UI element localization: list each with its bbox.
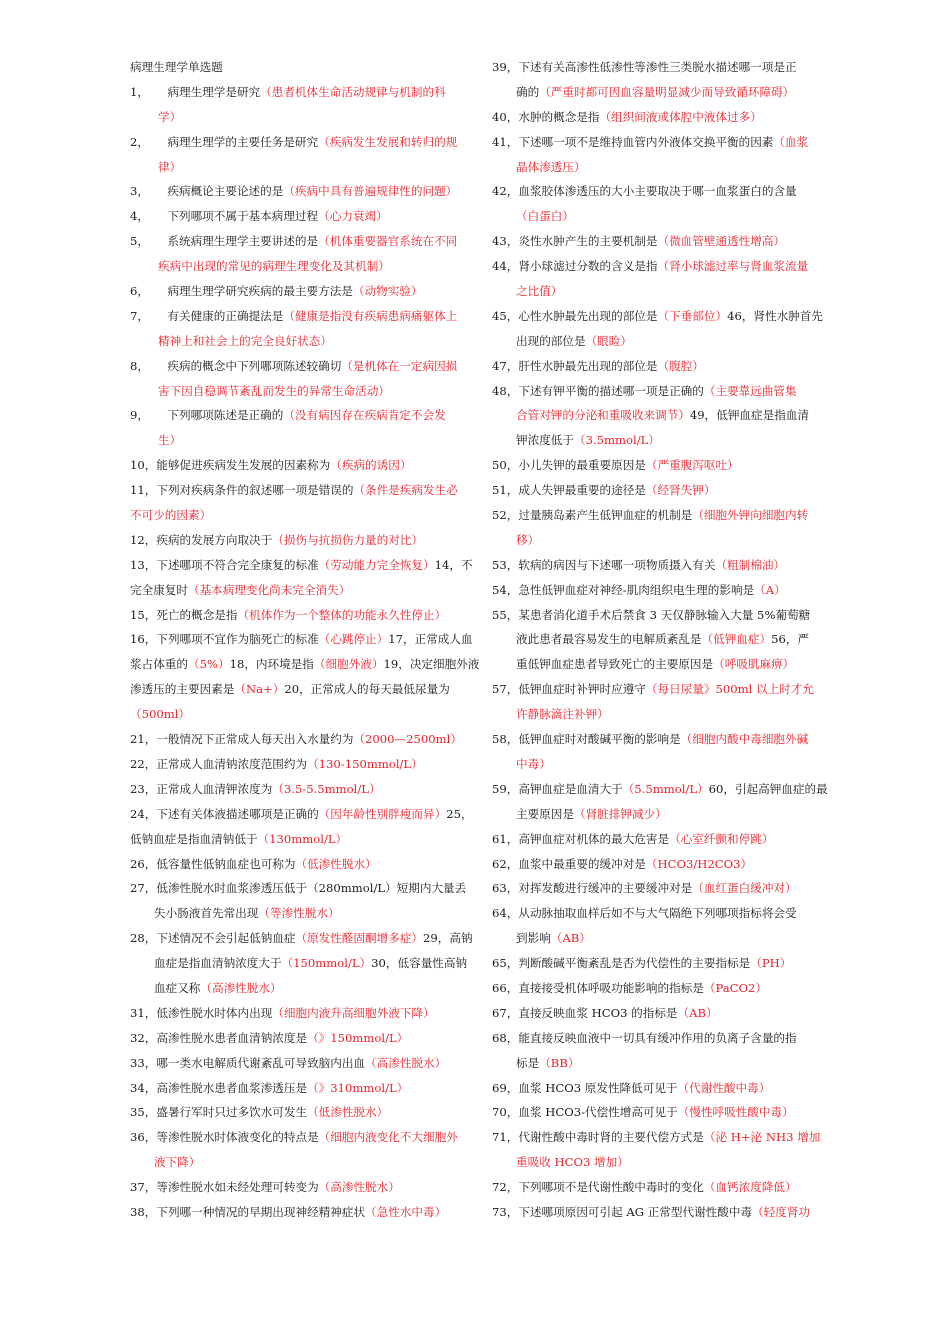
text-line (130, 1076, 466, 1101)
text-line (492, 453, 814, 478)
question-text: 70，血浆 HCO3-代偿性增高可见于 (492, 1105, 678, 1120)
answer-text: （5%） (187, 657, 230, 672)
question-text: 12，疾病的发展方向取决于 (130, 532, 273, 547)
text-line (492, 503, 814, 528)
answer-text: 移） (516, 532, 540, 547)
question-text: 27，低渗性脱水时血浆渗透压低于（280mmol/L）短期内大量丢 (130, 881, 467, 896)
answer-text: （BB） (539, 1055, 580, 1070)
question-text: 25， (446, 806, 473, 821)
text-line (492, 254, 814, 279)
question-text: 完全康复时 (130, 582, 188, 597)
question-text: 4， 下列哪项不属于基本病理过程 (130, 209, 319, 224)
question-text: 68，能直接反映血液中一切具有缓冲作用的负离子含量的指 (492, 1030, 797, 1045)
text-line (130, 279, 466, 304)
question-text: 29，高钠 (423, 931, 473, 946)
answer-text: （损伤与抗损伤力量的对比） (272, 532, 424, 547)
question-text: 8， 疾病的概念中下列哪项陈述较确切 (130, 358, 342, 373)
text-line (130, 1125, 466, 1150)
text-line (492, 478, 814, 503)
answer-text: （机体重要器官系统在不同 (318, 234, 458, 249)
text-line (492, 130, 814, 155)
question-text: 5， 系统病理生理学主要讲述的是 (130, 234, 319, 249)
question-text: 11，下列对疾病条件的叙述哪一项是错误的 (130, 483, 354, 498)
question-text: 33，哪一类水电解质代谢紊乱可导致脑内出血 (130, 1055, 366, 1070)
answer-text: （机体作为一个整体的功能永久性停止） (237, 607, 447, 622)
text-line (130, 1100, 466, 1125)
question-text: 62，血浆中最重要的缓冲对是 (492, 856, 646, 871)
text-line (492, 578, 814, 603)
answer-text: （心跳停止） (318, 632, 389, 647)
answer-text: （AB） (677, 1005, 718, 1020)
question-text: 血症是指血清钠浓度大于 (154, 956, 282, 971)
question-text: 10，能够促进疾病发生发展的因素称为 (130, 458, 331, 473)
question-text: 标是 (516, 1055, 540, 1070)
answer-text: （等渗性脱水） (258, 906, 340, 921)
text-line (492, 926, 814, 951)
answer-text: （130-150mmol/L） (307, 756, 423, 771)
question-text: 53，软病的病因与下述哪一项物质摄入有关 (492, 557, 716, 572)
question-text: 15，死亡的概念是指 (130, 607, 238, 622)
text-line (130, 777, 466, 802)
answer-text: （患者机体生命活动规律与机制的科 (260, 84, 446, 99)
question-text: 重低钾血症患者导致死亡的主要原因是 (516, 657, 714, 672)
text-line (130, 1051, 466, 1076)
answer-text: （血红蛋白缓冲对） (692, 881, 797, 896)
answer-text: （PaCO2） (703, 980, 767, 995)
answer-text: （心力衰竭） (318, 209, 388, 224)
question-text: 48，下述有钾平衡的描述哪一项是正确的 (492, 383, 704, 398)
text-line (492, 428, 814, 453)
text-line (130, 329, 466, 354)
answer-text: （Na+） (234, 682, 285, 697)
question-text: 22，正常成人血清钠浓度范围约为 (130, 756, 308, 771)
question-text: 66，直接接受机体呼吸功能影响的指标是 (492, 980, 704, 995)
text-line (130, 976, 466, 1001)
text-line (130, 727, 466, 752)
text-line (492, 951, 814, 976)
answer-text: （组织间液或体腔中液体过多） (599, 109, 762, 124)
question-text: 血症又称 (154, 980, 201, 995)
answer-text: （细胞内液升高细胞外液下降） (272, 1005, 435, 1020)
question-text: 32，高渗性脱水患者血清钠浓度是 (130, 1030, 308, 1045)
text-line (130, 105, 466, 130)
answer-text: 律） (158, 159, 182, 174)
text-line (130, 229, 466, 254)
text-line (492, 105, 814, 130)
question-text: 浆占体重的 (130, 657, 188, 672)
answer-text: 精神上和社会上的完全良好状态） (158, 333, 332, 348)
answer-text: 学） (158, 109, 182, 124)
question-text: 43，炎性水肿产生的主要机制是 (492, 234, 658, 249)
answer-text: （呼吸肌麻痹） (713, 657, 795, 672)
text-line (130, 179, 466, 204)
question-text: 病理生理学单选题 (130, 60, 223, 74)
answer-text: （动物实验） (352, 284, 423, 299)
question-text: 50，小儿失钾的最重要原因是 (492, 458, 646, 473)
answer-text: （高渗性脱水） (318, 1180, 400, 1195)
text-line (492, 876, 814, 901)
answer-text: （低钾血症） (701, 632, 772, 647)
question-text: 35，盛暑行军时只过多饮水可发生 (130, 1105, 308, 1120)
answer-text: （3.5mmol/L） (573, 433, 660, 448)
answer-text: （眼睑） (585, 333, 632, 348)
question-text: 37，等渗性脱水如未经处理可转变为 (130, 1180, 319, 1195)
answer-text: （细胞内液变化不大细胞外 (318, 1130, 458, 1145)
text-line (492, 852, 814, 877)
text-line (130, 204, 466, 229)
text-line (492, 1051, 814, 1076)
text-line (492, 329, 814, 354)
text-line (492, 1200, 814, 1225)
text-line (492, 229, 814, 254)
answer-text: （3.5-5.5mmol/L） (272, 781, 381, 796)
text-line (130, 403, 466, 428)
text-line (130, 802, 473, 827)
answer-text: （腹腔） (657, 358, 704, 373)
question-text: 71，代谢性酸中毒时肾的主要代偿方式是 (492, 1130, 704, 1145)
text-line (492, 1125, 821, 1150)
text-line (130, 254, 466, 279)
question-text: 63，对挥发酸进行缓冲的主要缓冲对是 (492, 881, 693, 896)
question-text: 45，心性水肿最先出现的部位是 (492, 308, 658, 323)
answer-text: （是机体在一定病因损 (341, 358, 458, 373)
question-text: 30，低容量性高钠 (371, 956, 468, 971)
text-line (492, 727, 814, 752)
text-line (492, 204, 814, 229)
text-line (492, 603, 814, 628)
text-line (492, 1150, 814, 1175)
answer-text: （高渗性脱水） (365, 1055, 447, 1070)
question-text: 49，低钾血症是指血清 (689, 408, 810, 423)
question-text: 41，下述哪一项不是维持血管内外液体交换平衡的因素 (492, 134, 774, 149)
text-line (130, 852, 466, 877)
question-text: 24，下述有关体液描述哪项是正确的 (130, 806, 319, 821)
left-column (130, 55, 480, 1225)
text-line (492, 1175, 814, 1200)
text-line (492, 1026, 814, 1051)
question-text: 9， 下列哪项陈述是正确的 (130, 408, 284, 423)
answer-text: （疾病的诱因） (330, 458, 412, 473)
answer-text: （细胞外钾向细胞内转 (692, 508, 809, 523)
question-text: 54，急性低钾血症对神经-肌肉组织电生理的影响是 (492, 582, 755, 597)
answer-text: （细胞内酸中毒细胞外碱 (680, 732, 809, 747)
question-text: 渗透压的主要因素是 (130, 682, 235, 697)
question-text: 到影响 (516, 931, 551, 946)
question-text: 17，正常成人血 (388, 632, 473, 647)
answer-text: （2000—2500ml） (353, 732, 462, 747)
question-text: 液此患者最容易发生的电解质紊乱是 (516, 632, 702, 647)
answer-text: （轻度肾功 (752, 1204, 811, 1219)
text-line (130, 603, 466, 628)
answer-text: 之比值） (516, 284, 563, 299)
question-text: 44，肾小球滤过分数的含义是指 (492, 259, 658, 274)
question-text: 65，判断酸碱平衡紊乱是否为代偿性的主要指标是 (492, 956, 751, 971)
question-text: 26，低容量性低钠血症也可称为 (130, 856, 296, 871)
answer-text: （心室纤颤和停跳） (669, 831, 774, 846)
text-line (130, 428, 466, 453)
question-text: 46，肾性水肿首先 (727, 308, 823, 323)
text-line (492, 627, 814, 652)
answer-text: 许静脉滴注补钾） (516, 707, 609, 722)
question-text: 58，低钾血症时对酸碱平衡的影响是 (492, 732, 681, 747)
question-text: 28，下述情况不会引起低钠血症 (130, 931, 296, 946)
text-line (130, 503, 466, 528)
answer-text: （没有病因存在疾病肯定不会发 (283, 408, 446, 423)
answer-text: （》310mmol/L） (307, 1080, 409, 1095)
text-line (130, 926, 473, 951)
text-line (130, 652, 480, 677)
answer-text: 疾病中出现的常见的病理生理变化及其机制） (158, 259, 390, 274)
question-text: 失小肠液首先常出现 (154, 906, 259, 921)
text-line (492, 528, 814, 553)
question-text: 56，严 (771, 632, 810, 647)
question-text: 64，从动脉抽取血样后如不与大气隔绝下列哪项指标将会受 (492, 906, 797, 921)
answer-text: 中毒） (516, 756, 551, 771)
question-text: 1， 病理生理学是研究 (130, 84, 261, 99)
question-text: 47，肝性水肿最先出现的部位是 (492, 358, 658, 373)
answer-text: （白蛋白） (516, 209, 574, 224)
question-text: 60，引起高钾血症的最 (708, 781, 828, 796)
answer-text: （粗制棉油） (715, 557, 786, 572)
answer-text: （基本病理变化尚未完全消失） (187, 582, 351, 597)
answer-text: （疾病中具有普遍规律性的问题） (283, 184, 458, 199)
text-line (492, 379, 814, 404)
text-line (130, 1175, 466, 1200)
answer-text: 合管对钾的分泌和重吸收来调节） (516, 408, 690, 423)
answer-text: （肾小球滤过率与肾血浆流量 (657, 259, 809, 274)
answer-text: （PH） (750, 956, 792, 971)
answer-text: （慢性呼吸性酸中毒） (677, 1105, 794, 1120)
answer-text: （细胞外液） (313, 657, 384, 672)
text-line (130, 578, 466, 603)
text-line (130, 901, 466, 926)
text-line (492, 1001, 814, 1026)
question-text: 钾浓度低于 (516, 433, 574, 448)
question-text: 55，某患者消化道手术后禁食 3 天仅静脉输入大量 5%葡萄糖 (492, 607, 811, 622)
answer-text: （微血管壁通透性增高） (657, 234, 786, 249)
answer-text: （泌 H+泌 NH3 增加 (703, 1130, 821, 1145)
question-text: 主要原因是 (516, 806, 574, 821)
answer-text: （劳动能力完全恢复） (318, 557, 435, 572)
text-line (130, 876, 466, 901)
text-line (130, 702, 466, 727)
text-line (130, 354, 466, 379)
answer-text: （每日尿量》500ml 以上时才允 (645, 682, 814, 697)
question-text: 确的 (516, 84, 540, 99)
answer-text: （150mmol/L） (281, 956, 372, 971)
question-text: 20，正常成人的每天最低尿量为 (284, 682, 450, 697)
text-line (492, 901, 814, 926)
text-line (492, 179, 814, 204)
answer-text: 不可少的因素） (130, 508, 212, 523)
question-text: 38，下列哪一种情况的早期出现神经精神症状 (130, 1204, 366, 1219)
answer-text: （原发性醛固酮增多症） (295, 931, 424, 946)
question-text: 21，一般情况下正常成人每天出入水量约为 (130, 732, 354, 747)
question-text: 7， 有关健康的正确提法是 (130, 308, 284, 323)
answer-text: （主要靠远曲管集 (703, 383, 797, 398)
text-line (492, 652, 814, 677)
answer-text: （下垂部位） (657, 308, 728, 323)
text-line (130, 155, 466, 180)
answer-text: （5.5mmol/L） (622, 781, 709, 796)
question-text: 57，低钾血症时补钾时应遵守 (492, 682, 646, 697)
text-line (492, 777, 828, 802)
text-line (130, 80, 466, 105)
question-text: 36，等渗性脱水时体液变化的特点是 (130, 1130, 319, 1145)
question-text: 低钠血症是指血清钠低于 (130, 831, 258, 846)
text-line (492, 403, 814, 428)
question-text: 39，下述有关高渗性低渗性等渗性三类脱水描述哪一项是正 (492, 60, 797, 74)
question-text: 23，正常成人血清钾浓度为 (130, 781, 273, 796)
answer-text: （血钙浓度降低） (703, 1180, 797, 1195)
question-text: 69，血浆 HCO3 原发性降低可见于 (492, 1080, 678, 1095)
question-text: 13，下述哪项不符合完全康复的标准 (130, 557, 319, 572)
answer-text: （肾脏排钾减少） (573, 806, 667, 821)
answer-text: （高渗性脱水） (200, 980, 282, 995)
text-line (130, 827, 466, 852)
answer-text: （130mmol/L） (257, 831, 348, 846)
text-line (130, 304, 466, 329)
text-line (492, 354, 814, 379)
answer-text: 生） (158, 433, 182, 448)
text-line (492, 827, 814, 852)
question-text: 67，直接反映血浆 HCO3 的指标是 (492, 1005, 678, 1020)
text-line (130, 951, 466, 976)
answer-text: （HCO3/H2CO3） (645, 856, 753, 871)
text-line (130, 379, 466, 404)
text-line (130, 752, 466, 777)
text-line (492, 677, 814, 702)
text-line (130, 528, 466, 553)
answer-text: （因年龄性别胖瘦而异） (318, 806, 447, 821)
text-line (492, 55, 814, 80)
question-text: 3， 疾病概论主要论述的是 (130, 184, 284, 199)
text-line (130, 553, 473, 578)
question-text: 61，高钾血症对机体的最大危害是 (492, 831, 670, 846)
text-line (492, 702, 814, 727)
text-line (130, 130, 466, 155)
question-text: 34，高渗性脱水患者血浆渗透压是 (130, 1080, 308, 1095)
question-text: 14，不 (434, 557, 473, 572)
question-text: 6， 病理生理学研究疾病的最主要方法是 (130, 284, 353, 299)
answer-text: 晶体渗透压） (516, 159, 586, 174)
answer-text: （经肾失钾） (645, 483, 716, 498)
text-line (492, 155, 814, 180)
answer-text: （严重腹泻呕吐） (645, 458, 739, 473)
text-line (492, 279, 814, 304)
answer-text: （代谢性酸中毒） (677, 1080, 771, 1095)
question-text: 19，决定细胞外液 (383, 657, 480, 672)
text-line (492, 553, 814, 578)
question-text: 52，过量胰岛素产生低钾血症的机制是 (492, 508, 693, 523)
answer-text: （条件是疾病发生必 (353, 483, 458, 498)
question-text: 72，下列哪项不是代谢性酸中毒时的变化 (492, 1180, 704, 1195)
text-line (492, 976, 814, 1001)
text-line (130, 1026, 466, 1051)
answer-text: （A） (754, 582, 786, 597)
text-line (492, 1076, 814, 1101)
text-line (130, 627, 473, 652)
text-line (130, 478, 466, 503)
text-line (130, 677, 466, 702)
question-text: 16，下列哪项不宜作为脑死亡的标准 (130, 632, 319, 647)
question-text: 2， 病理生理学的主要任务是研究 (130, 134, 319, 149)
text-line (492, 304, 823, 329)
question-text: 18，内环境是指 (229, 657, 314, 672)
answer-text: （500ml） (130, 707, 191, 722)
question-text: 51，成人失钾最重要的途径是 (492, 483, 646, 498)
text-line (130, 1001, 466, 1026)
question-text: 73，下述哪项原因可引起 AG 正常型代谢性酸中毒 (492, 1204, 753, 1219)
text-line (492, 1100, 814, 1125)
question-text: 40，水肿的概念是指 (492, 109, 600, 124)
text-line (492, 802, 814, 827)
answer-text: （血浆 (773, 134, 809, 149)
text-line (130, 55, 466, 80)
text-line (130, 1200, 466, 1225)
question-text: 31，低渗性脱水时体内出现 (130, 1005, 273, 1020)
answer-text: （疾病发生发展和转归的规 (318, 134, 458, 149)
text-line (130, 453, 466, 478)
question-text: 42，血浆胶体渗透压的大小主要取决于哪一血浆蛋白的含量 (492, 184, 797, 199)
question-text: 出现的部位是 (516, 333, 586, 348)
question-text: 59，高钾血症是血清大于 (492, 781, 623, 796)
text-line (492, 80, 814, 105)
answer-text: （》150mmol/L） (307, 1030, 409, 1045)
answer-text: 害下因自稳调节紊乱而发生的异常生命活动） (158, 383, 390, 398)
answer-text: （AB） (550, 931, 591, 946)
answer-text: 重吸收 HCO3 增加） (516, 1155, 629, 1170)
answer-text: （严重时都可因血容量明显减少而导致循环障碍） (539, 84, 795, 99)
text-line (130, 1150, 466, 1175)
answer-text: （急性水中毒） (365, 1204, 447, 1219)
answer-text: （低渗性脱水） (307, 1105, 389, 1120)
answer-text: （健康是指没有疾病患病痛躯体上 (283, 308, 458, 323)
right-column (492, 55, 828, 1225)
text-line (492, 752, 814, 777)
answer-text: 液下降） (154, 1155, 201, 1170)
answer-text: （低渗性脱水） (295, 856, 377, 871)
